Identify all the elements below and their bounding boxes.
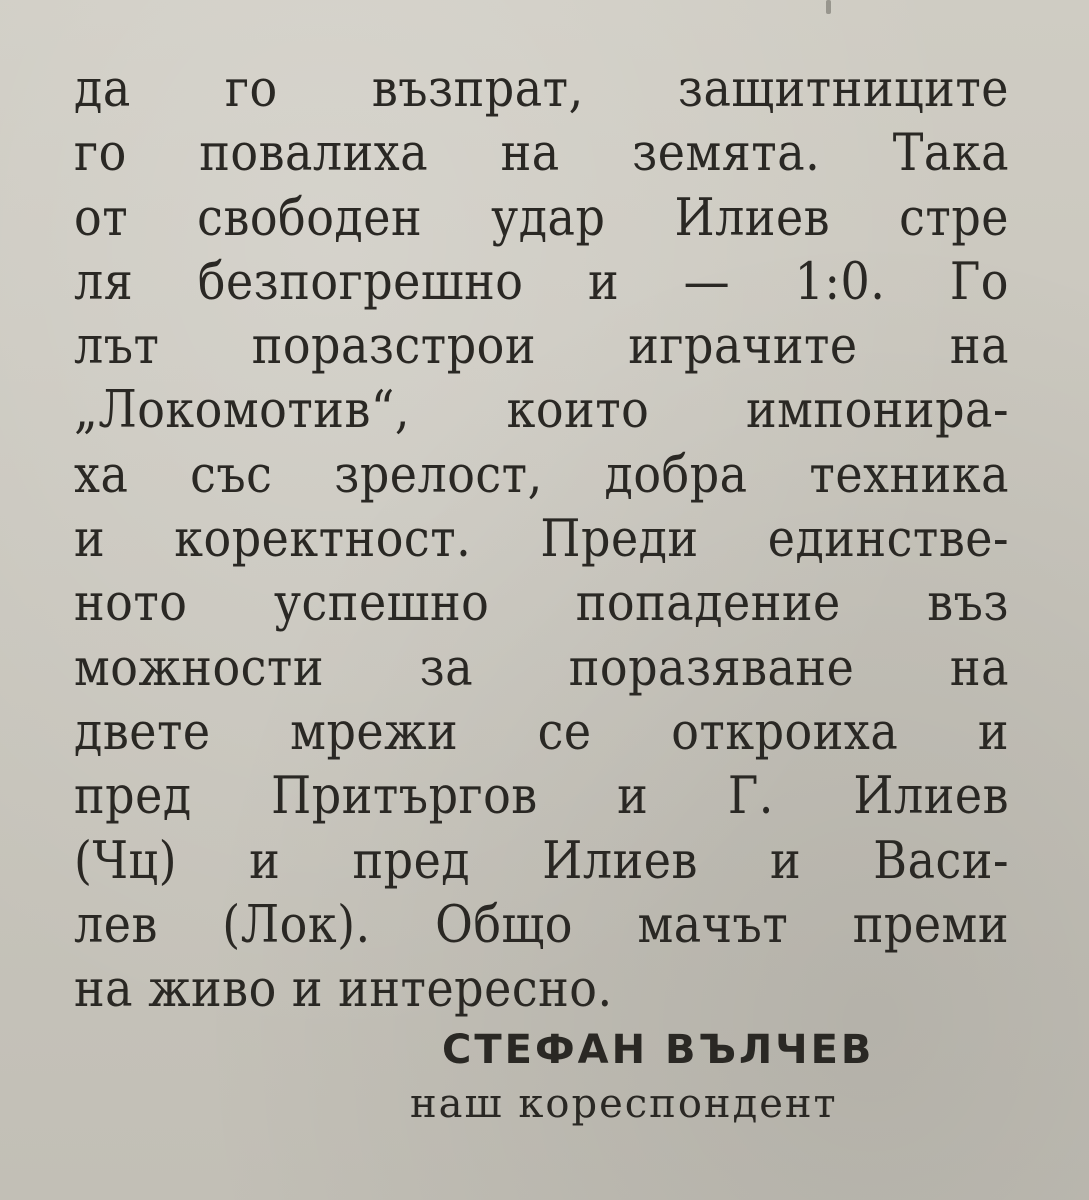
text-line: да го възпрат, защитниците — [74, 57, 1009, 119]
text-line: „Локомотив“, които импонира- — [74, 379, 1009, 440]
text-line: ля безпогрешно и — 1:0. Го — [74, 250, 1009, 312]
text-line: двете мрежи се откроиха и — [74, 700, 1009, 762]
author-role: наш кореспондент — [410, 1081, 838, 1127]
text-line: лев (Лок). Общо мачът преми — [74, 893, 1009, 955]
text-line: на живо и интересно. — [74, 957, 613, 1019]
author-name: СТЕФАН ВЪЛЧЕВ — [442, 1027, 875, 1073]
text-line: можности за поразяване на — [74, 636, 1009, 697]
text-line: ното успешно попадение въз — [74, 572, 1009, 633]
text-line: от свободен удар Илиев стре — [74, 186, 1009, 247]
text-line: и коректност. Преди единстве- — [74, 507, 1009, 569]
article-text — [74, 56, 1009, 1020]
text-line: го повалиха на земята. Така — [74, 122, 1009, 183]
text-line: ха със зрелост, добра техника — [74, 443, 1009, 505]
text-line: пред Притъргов и Г. Илиев — [74, 765, 1009, 826]
text-line: (Чц) и пред Илиев и Васи- — [74, 829, 1009, 890]
print-mark — [826, 0, 831, 14]
text-line: лът поразстрои играчите на — [74, 314, 1009, 376]
byline — [410, 1022, 960, 1130]
